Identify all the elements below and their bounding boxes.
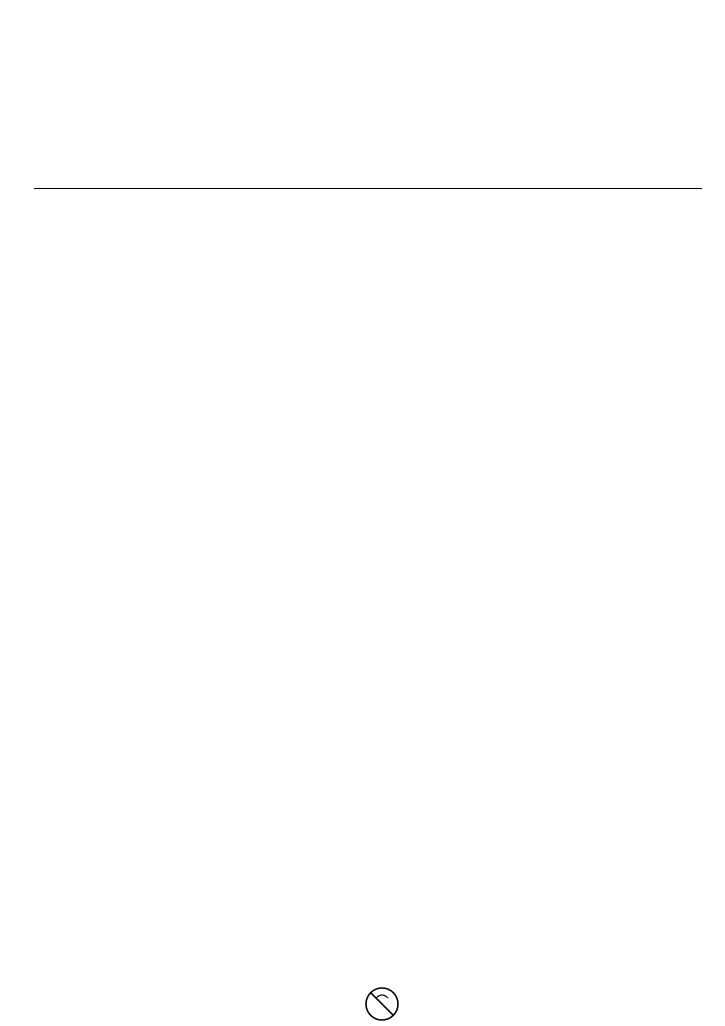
barcode-graphic (254, 928, 484, 986)
header-divider (34, 188, 702, 189)
age-warning-icon (366, 988, 398, 1020)
compliance-marks (264, 986, 464, 1022)
barcode (254, 928, 484, 986)
